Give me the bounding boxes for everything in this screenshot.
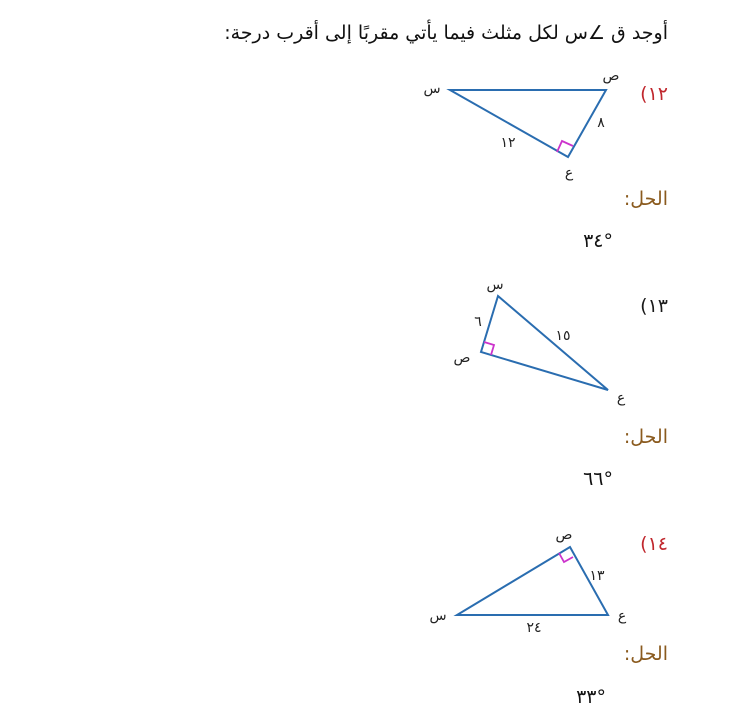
right-angle-marker-14 xyxy=(559,553,573,562)
answer-12: °٣٤ xyxy=(583,230,613,252)
solution-label-12: الحل: xyxy=(623,188,668,210)
instruction-text: أوجد ق ∠س لكل مثلث فيما يأتي مقربًا إلى أقرب درجة: xyxy=(224,22,668,44)
problem-number-12: ١٢) xyxy=(640,83,668,105)
side-length-label: ١٣ xyxy=(589,568,605,584)
solution-label-14: الحل: xyxy=(623,643,668,665)
vertex-s-label: س xyxy=(486,277,504,293)
vertex-s-label: س xyxy=(423,81,441,97)
vertex-ain-label: ع xyxy=(616,390,626,406)
vertex-sad-label: ص xyxy=(602,68,620,84)
vertex-ain-label: ع xyxy=(617,608,627,624)
solution-label-13: الحل: xyxy=(623,426,668,448)
side-length-label: ١٥ xyxy=(555,328,571,344)
side-length-label: ٨ xyxy=(597,115,605,131)
side-length-label: ١٢ xyxy=(500,135,516,151)
problem-number-14: ١٤) xyxy=(640,533,668,555)
vertex-s-label: س xyxy=(429,608,447,624)
triangle-14 xyxy=(457,547,608,615)
vertex-sad-label: ص xyxy=(555,527,573,543)
vertex-ain-label: ع xyxy=(564,165,574,181)
side-length-label: ٢٤ xyxy=(526,620,542,636)
answer-13: °٦٦ xyxy=(583,468,613,490)
answer-14: °٣٣ xyxy=(576,686,606,708)
side-length-label: ٦ xyxy=(474,314,482,330)
vertex-sad-label: ص xyxy=(453,350,471,366)
problem-number-13: ١٣) xyxy=(640,295,668,317)
